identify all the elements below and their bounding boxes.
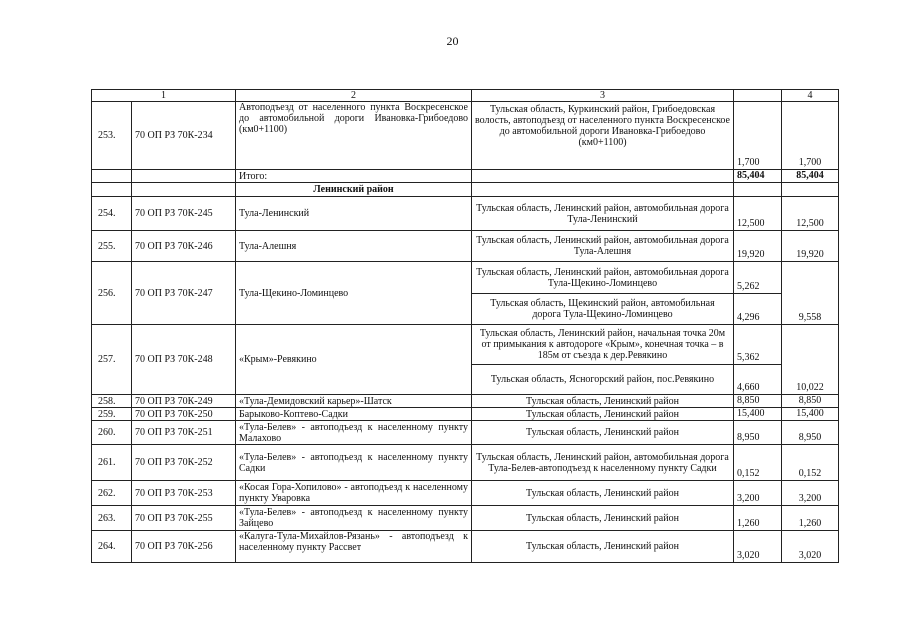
- road-location: Тульская область, Ленинский район: [472, 506, 734, 531]
- table-row: [92, 262, 839, 294]
- road-total: 1,700: [782, 102, 839, 170]
- row-number: 253.: [92, 102, 132, 170]
- segment-length: 5,262: [734, 262, 782, 294]
- road-code: 70 ОП РЗ 70К-256: [132, 531, 236, 563]
- road-name: Тула-Ленинский: [236, 197, 472, 231]
- road-location: Тульская область, Ленинский район: [472, 481, 734, 506]
- column-header-blank: [734, 90, 782, 102]
- empty-cell: [132, 170, 236, 183]
- road-total: 1,260: [782, 506, 839, 531]
- road-total: 15,400: [782, 408, 839, 421]
- row-number: 256.: [92, 262, 132, 325]
- road-location-segment: Тульская область, Ленинский район, автомобильная дорога Тула-Щекино-Ломинцево: [472, 262, 734, 294]
- road-name: «Тула-Белев» - автоподъезд к населенному пункту Садки: [236, 445, 472, 481]
- road-total: 8,950: [782, 421, 839, 445]
- table-row: [92, 481, 839, 506]
- segment-length: 4,296: [734, 294, 782, 325]
- road-name: «Тула-Белев» - автоподъезд к населенному пункту Зайцево: [236, 506, 472, 531]
- road-location: Тульская область, Ленинский район, автомобильная дорога Тула-Алешня: [472, 231, 734, 262]
- road-registry-table: [91, 89, 839, 563]
- road-name: Тула-Щекино-Ломинцево: [236, 262, 472, 325]
- road-total: 8,850: [782, 395, 839, 408]
- segment-length: 4,660: [734, 365, 782, 395]
- empty-cell: [92, 170, 132, 183]
- road-length: 8,850: [734, 395, 782, 408]
- row-number: 255.: [92, 231, 132, 262]
- road-total: 9,558: [782, 262, 839, 325]
- table-row: [92, 395, 839, 408]
- road-length: 8,950: [734, 421, 782, 445]
- subtotal-length: 85,404: [734, 170, 782, 183]
- column-header-row: [92, 90, 839, 102]
- road-name: «Тула-Демидовский карьер»-Шатск: [236, 395, 472, 408]
- empty-cell: [734, 183, 782, 197]
- table-row: [92, 325, 839, 365]
- road-code: 70 ОП РЗ 70К-255: [132, 506, 236, 531]
- road-location: Тульская область, Ленинский район: [472, 421, 734, 445]
- table-row: [92, 531, 839, 563]
- road-total: 0,152: [782, 445, 839, 481]
- row-number: 260.: [92, 421, 132, 445]
- row-number: 263.: [92, 506, 132, 531]
- subtotal-row: [92, 170, 839, 183]
- road-name: Тула-Алешня: [236, 231, 472, 262]
- road-total: 10,022: [782, 325, 839, 395]
- road-code: 70 ОП РЗ 70К-247: [132, 262, 236, 325]
- row-number: 259.: [92, 408, 132, 421]
- column-header-3: 3: [472, 90, 734, 102]
- column-header-1: 1: [92, 90, 236, 102]
- subtotal-label: Итого:: [236, 170, 472, 183]
- empty-cell: [132, 183, 236, 197]
- table-row: [92, 445, 839, 481]
- road-code: 70 ОП РЗ 70К-250: [132, 408, 236, 421]
- road-length: 15,400: [734, 408, 782, 421]
- road-name: «Тула-Белев» - автоподъезд к населенному пункту Малахово: [236, 421, 472, 445]
- road-total: 3,200: [782, 481, 839, 506]
- table-row: [92, 197, 839, 231]
- road-code: 70 ОП РЗ 70К-248: [132, 325, 236, 395]
- road-length: 3,020: [734, 531, 782, 563]
- table-row: [92, 102, 839, 170]
- road-location: Тульская область, Куркинский район, Грибоедовская волость, автоподъезд от населенного пункта Воскресенское до автомобильной дороги Ивановка-Грибоедово (км0+1100): [472, 102, 734, 170]
- column-header-4: 4: [782, 90, 839, 102]
- road-name: «Калуга-Тула-Михайлов-Рязань» - автоподъезд к населенному пункту Рассвет: [236, 531, 472, 563]
- segment-length: 5,362: [734, 325, 782, 365]
- road-location: Тульская область, Ленинский район, автомобильная дорога Тула-Белев-автоподъезд к населенному пункту Садки: [472, 445, 734, 481]
- subtotal-total: 85,404: [782, 170, 839, 183]
- road-location-segment: Тульская область, Ленинский район, начальная точка 20м от примыкания к автодороге «Крым», конечная точка – в 185м от съезда к дер.Ревякино: [472, 325, 734, 365]
- row-number: 257.: [92, 325, 132, 395]
- road-code: 70 ОП РЗ 70К-251: [132, 421, 236, 445]
- road-code: 70 ОП РЗ 70К-234: [132, 102, 236, 170]
- road-location-segment: Тульская область, Щекинский район, автомобильная дорога Тула-Щекино-Ломинцево: [472, 294, 734, 325]
- table-row: [92, 506, 839, 531]
- district-title: Ленинский район: [236, 183, 472, 197]
- road-name: Автоподъезд от населенного пункта Воскресенское до автомобильной дороги Ивановка-Грибоедово (км0+1100): [236, 102, 472, 170]
- table-row: [92, 408, 839, 421]
- road-code: 70 ОП РЗ 70К-249: [132, 395, 236, 408]
- road-code: 70 ОП РЗ 70К-252: [132, 445, 236, 481]
- empty-cell: [782, 183, 839, 197]
- road-code: 70 ОП РЗ 70К-253: [132, 481, 236, 506]
- road-name: «Крым»-Ревякино: [236, 325, 472, 395]
- road-length: 12,500: [734, 197, 782, 231]
- row-number: 264.: [92, 531, 132, 563]
- district-row: [92, 183, 839, 197]
- road-length: 1,700: [734, 102, 782, 170]
- road-location: Тульская область, Ленинский район: [472, 395, 734, 408]
- row-number: 258.: [92, 395, 132, 408]
- road-length: 0,152: [734, 445, 782, 481]
- row-number: 262.: [92, 481, 132, 506]
- table-row: [92, 421, 839, 445]
- table-row: [92, 231, 839, 262]
- empty-cell: [472, 183, 734, 197]
- page-number: 20: [446, 34, 459, 48]
- road-location: Тульская область, Ленинский район, автомобильная дорога Тула-Ленинский: [472, 197, 734, 231]
- road-location: Тульская область, Ленинский район: [472, 408, 734, 421]
- road-code: 70 ОП РЗ 70К-245: [132, 197, 236, 231]
- empty-cell: [92, 183, 132, 197]
- road-location: Тульская область, Ленинский район: [472, 531, 734, 563]
- road-length: 1,260: [734, 506, 782, 531]
- road-total: 12,500: [782, 197, 839, 231]
- column-header-2: 2: [236, 90, 472, 102]
- empty-cell: [472, 170, 734, 183]
- road-total: 19,920: [782, 231, 839, 262]
- road-length: 3,200: [734, 481, 782, 506]
- row-number: 261.: [92, 445, 132, 481]
- road-name: «Косая Гора-Хопилово» - автоподъезд к населенному пункту Уваровка: [236, 481, 472, 506]
- road-name: Барыково-Коптево-Садки: [236, 408, 472, 421]
- road-code: 70 ОП РЗ 70К-246: [132, 231, 236, 262]
- row-number: 254.: [92, 197, 132, 231]
- road-length: 19,920: [734, 231, 782, 262]
- road-total: 3,020: [782, 531, 839, 563]
- road-location-segment: Тульская область, Ясногорский район, пос.Ревякино: [472, 365, 734, 395]
